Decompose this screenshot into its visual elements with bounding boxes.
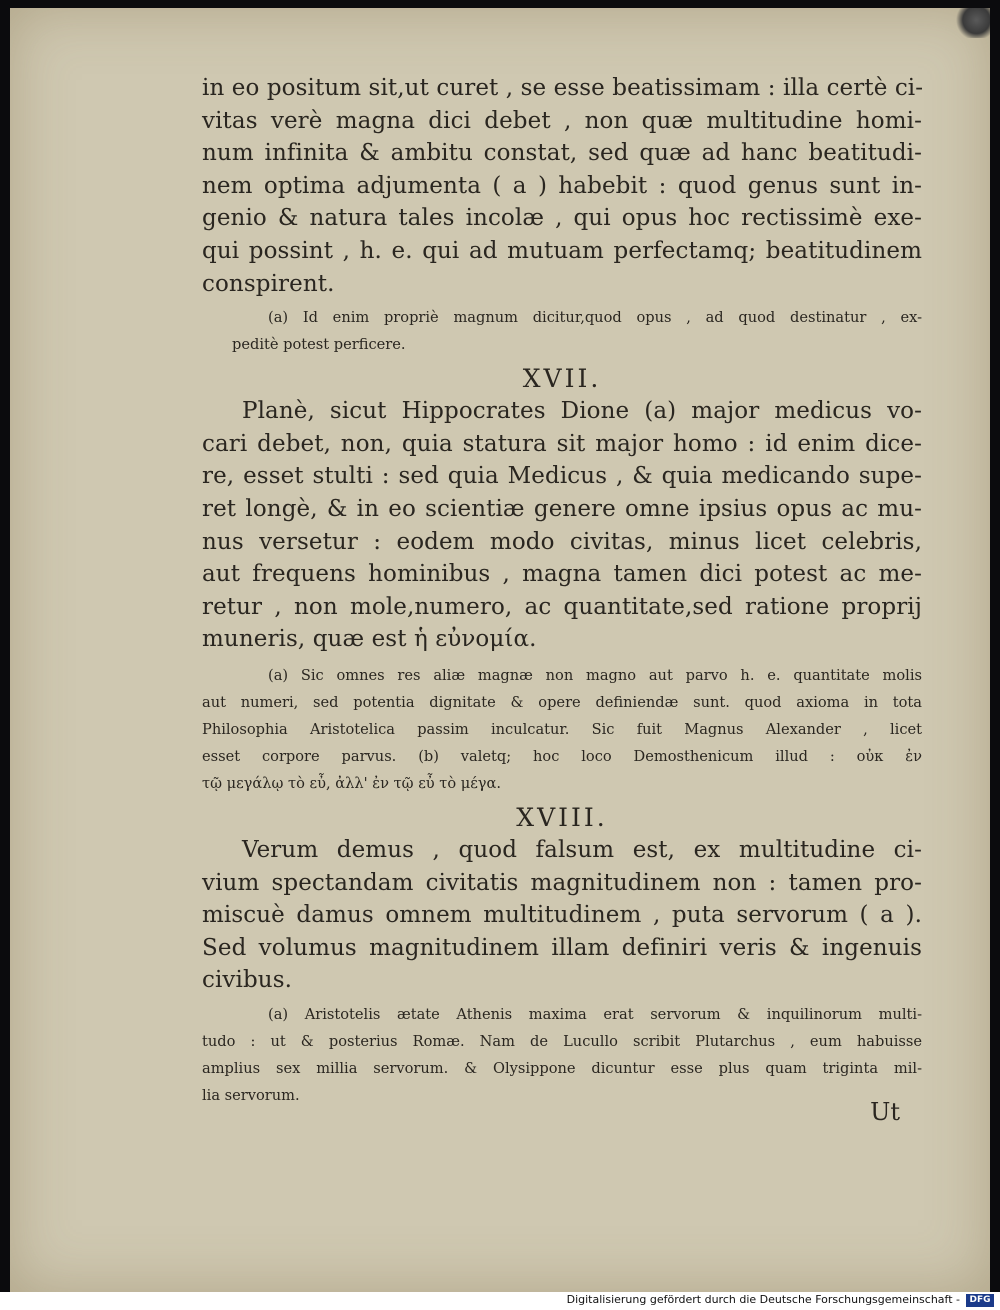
text-line: cari debet, non, quia statura sit major homo : id enim dice- bbox=[202, 430, 922, 457]
section-heading-xviii: XVIII. bbox=[516, 802, 608, 832]
footer-credit: Digitalisierung gefördert durch die Deutsche Forschungsgemeinschaft - bbox=[566, 1293, 960, 1306]
footnote-1 bbox=[202, 304, 922, 358]
footnote-3 bbox=[202, 1001, 922, 1109]
catchword: Ut bbox=[870, 1098, 900, 1126]
text-line: miscuè damus omnem multitudinem , puta servorum ( a ). bbox=[202, 902, 922, 929]
footnote-line: (a) Id enim propriè magnum dicitur,quod opus , ad quod destinatur , ex- bbox=[268, 309, 922, 327]
dfg-logo: DFG bbox=[966, 1294, 994, 1307]
text-line: vium spectandam civitatis magnitudinem non : tamen pro- bbox=[202, 869, 922, 896]
text-line: Verum demus , quod falsum est, ex multitudine ci- bbox=[242, 836, 922, 863]
text-line: nem optima adjumenta ( a ) habebit : quod genus sunt in- bbox=[202, 172, 922, 199]
text-line: qui possint , h. e. qui ad mutuam perfectamq; beatitudinem bbox=[202, 237, 922, 264]
footnote-line: (a) Aristotelis ætate Athenis maxima erat servorum & inquilinorum multi- bbox=[268, 1005, 922, 1023]
text-line: nus versetur : eodem modo civitas, minus licet celebris, bbox=[202, 528, 922, 555]
text-line: retur , non mole,numero, ac quantitate,sed ratione proprij bbox=[202, 593, 922, 620]
text-line: aut frequens hominibus , magna tamen dici potest ac me- bbox=[202, 561, 922, 588]
footnote-line: lia servorum. bbox=[202, 1086, 300, 1104]
section-heading-xvii: XVII. bbox=[522, 364, 602, 394]
text-line: num infinita & ambitu constat, sed quæ ad hanc beatitudi- bbox=[202, 140, 922, 167]
text-line: genio & natura tales incolæ , qui opus hoc rectissimè exe- bbox=[202, 205, 922, 232]
footnote-line: tudo : ut & posterius Romæ. Nam de Lucullo scribit Plutarchus , eum habuisse bbox=[202, 1032, 922, 1050]
footnote-2 bbox=[202, 662, 922, 797]
paragraph-xviii bbox=[202, 834, 922, 997]
text-line: Sed volumus magnitudinem illam definiri veris & ingenuis bbox=[202, 934, 922, 961]
text-line: ret longè, & in eo scientiæ genere omne ipsius opus ac mu- bbox=[202, 495, 922, 522]
text-line: vitas verè magna dici debet , non quæ multitudine homi- bbox=[202, 107, 922, 134]
text-line: Planè, sicut Hippocrates Dione (a) major medicus vo- bbox=[242, 398, 922, 425]
paragraph-xvi-continuation bbox=[202, 72, 922, 300]
footnote-line: aut numeri, sed potentia dignitate & opere definiendæ sunt. quod axioma in tota bbox=[202, 693, 922, 711]
footnote-line: τῷ μεγάλῳ τὸ εὖ, ἀλλ' ἐν τῷ εὖ τὸ μέγα. bbox=[202, 774, 502, 792]
text-line: re, esset stulti : sed quia Medicus , & quia medicando supe- bbox=[202, 463, 922, 490]
footnote-line: amplius sex millia servorum. & Olysippone dicuntur esse plus quam triginta mil- bbox=[202, 1059, 922, 1077]
text-line: conspirent. bbox=[202, 270, 335, 297]
text-line: in eo positum sit,ut curet , se esse beatissimam : illa certè ci- bbox=[202, 75, 924, 101]
scanned-page bbox=[10, 8, 990, 1292]
footnote-line: peditè potest perficere. bbox=[232, 336, 406, 354]
footnote-line: esset corpore parvus. (b) valetq; hoc loco Demosthenicum illud : οὐκ ἐν bbox=[202, 747, 922, 765]
text-block bbox=[202, 72, 922, 1109]
paragraph-xvii bbox=[202, 395, 922, 656]
footnote-line: Philosophia Aristotelica passim inculcatur. Sic fuit Magnus Alexander , licet bbox=[202, 720, 922, 738]
text-line: civibus. bbox=[202, 967, 293, 994]
page-stain bbox=[956, 8, 990, 38]
text-line: muneris, quæ est ἡ εὐνομία. bbox=[202, 626, 537, 653]
footnote-line: (a) Sic omnes res aliæ magnæ non magno aut parvo h. e. quantitate molis bbox=[268, 666, 922, 684]
